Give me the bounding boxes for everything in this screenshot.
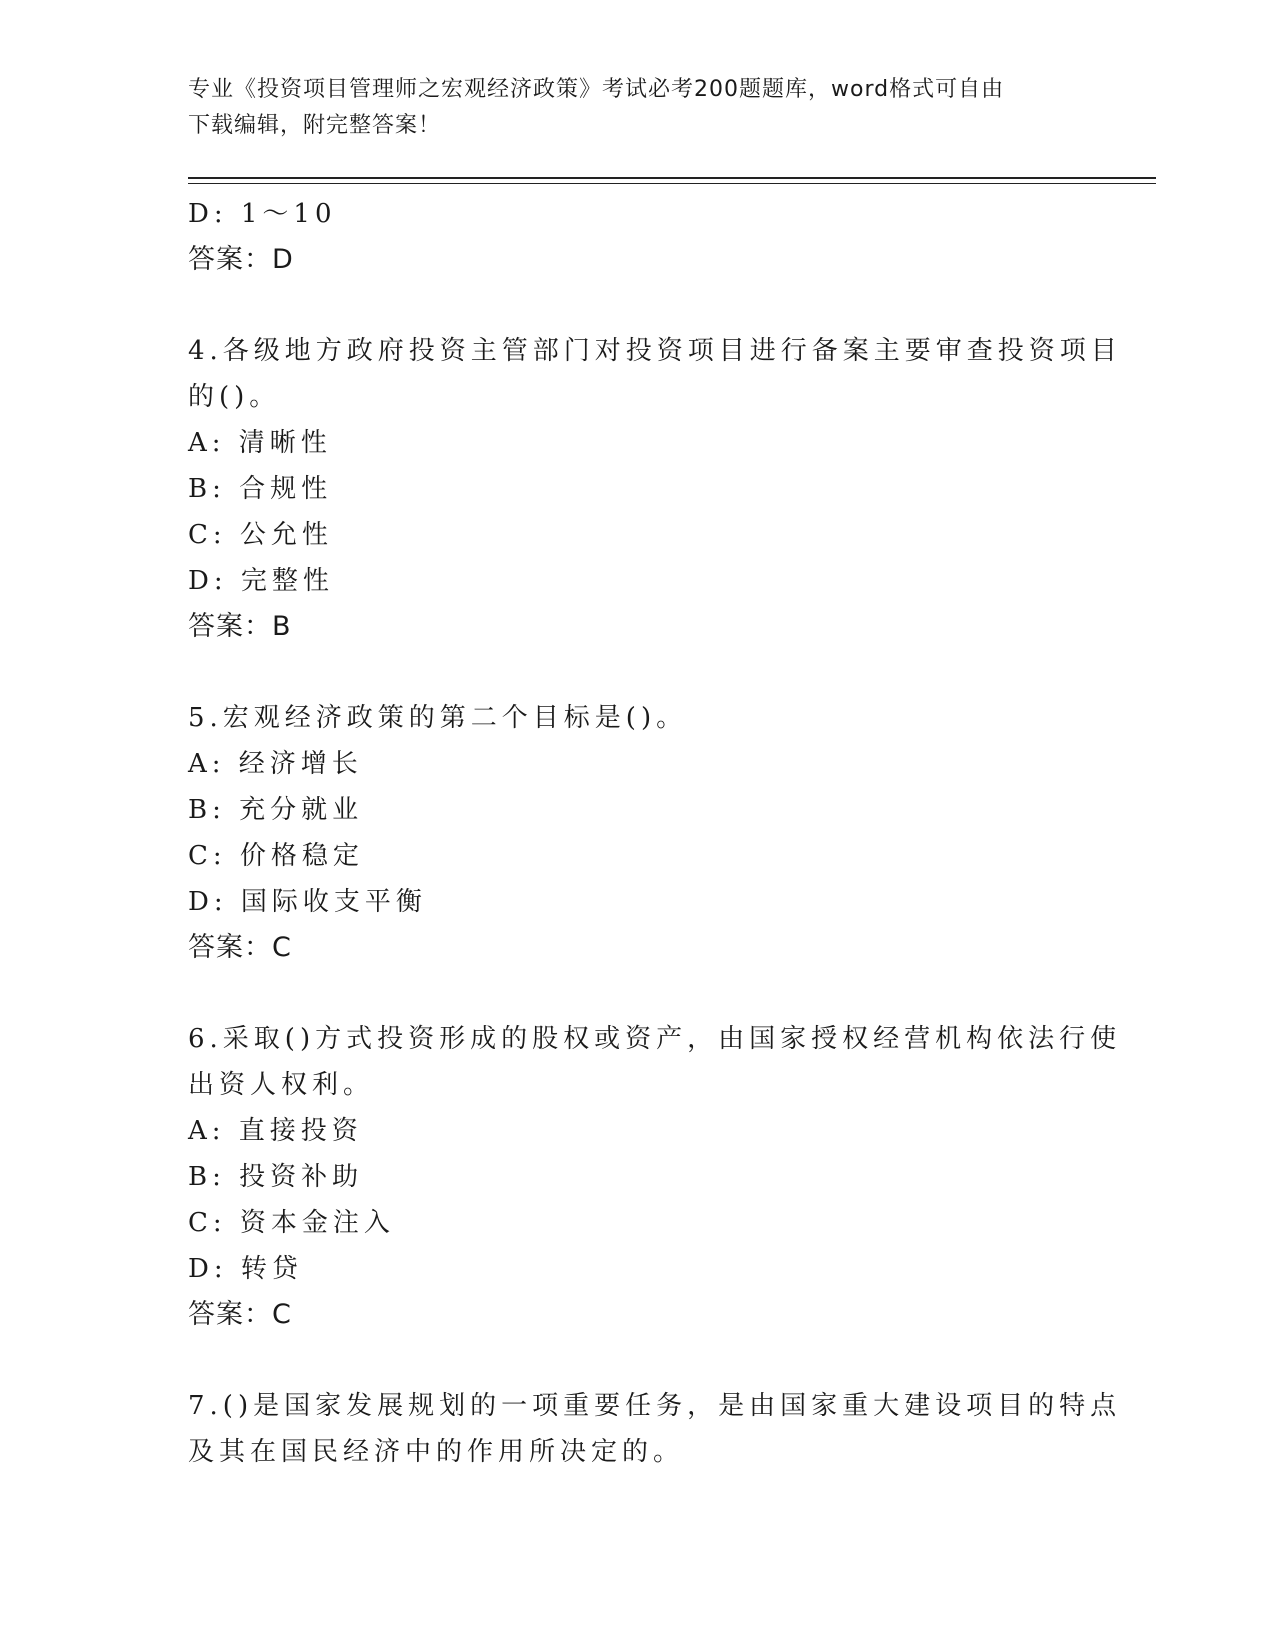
answer: 答案：C xyxy=(188,1299,292,1330)
option-a: A: 经济增长 xyxy=(188,749,363,779)
header-rule-thin xyxy=(188,183,1156,184)
option-d: D: 转贷 xyxy=(188,1254,303,1284)
question-stem: 的()。 xyxy=(188,382,281,412)
option-a: A: 直接投资 xyxy=(188,1116,363,1146)
option-d: D: 1～10 xyxy=(188,199,337,229)
option-b: B: 投资补助 xyxy=(188,1162,364,1192)
question-6 xyxy=(188,1016,1122,1338)
question-stem: 及其在国民经济中的作用所决定的。 xyxy=(188,1437,685,1467)
answer: 答案：D xyxy=(188,244,294,275)
option-b: B: 充分就业 xyxy=(188,795,364,825)
question-5 xyxy=(188,695,1088,971)
question-stem: 出资人权利。 xyxy=(188,1070,375,1100)
question-stem: 5.宏观经济政策的第二个目标是()。 xyxy=(188,703,688,733)
header-line-2: 下载编辑，附完整答案！ xyxy=(188,113,442,138)
question-4 xyxy=(188,328,1122,650)
answer: 答案：C xyxy=(188,932,292,963)
option-c: C: 资本金注入 xyxy=(188,1208,395,1238)
question-stem: 7.()是国家发展规划的一项重要任务，是由国家重大建设项目的特点 xyxy=(188,1391,1122,1421)
option-c: C: 公允性 xyxy=(188,520,333,550)
document-body xyxy=(188,191,1122,1475)
question-fragment xyxy=(188,191,1088,283)
option-d: D: 国际收支平衡 xyxy=(188,887,427,917)
option-c: C: 价格稳定 xyxy=(188,841,364,871)
question-stem: 4.各级地方政府投资主管部门对投资项目进行备案主要审查投资项目 xyxy=(188,336,1122,366)
question-7 xyxy=(188,1383,1122,1475)
option-b: B: 合规性 xyxy=(188,474,333,504)
answer: 答案：B xyxy=(188,611,292,642)
question-stem: 6.采取()方式投资形成的股权或资产，由国家授权经营机构依法行使 xyxy=(188,1024,1122,1054)
option-a: A: 清晰性 xyxy=(188,428,332,458)
option-d: D: 完整性 xyxy=(188,566,334,596)
header-line-1: 专业《投资项目管理师之宏观经济政策》考试必考200题题库，word格式可自由 xyxy=(188,77,1005,102)
header-rule-thick xyxy=(188,177,1156,179)
page-header xyxy=(188,72,1088,144)
